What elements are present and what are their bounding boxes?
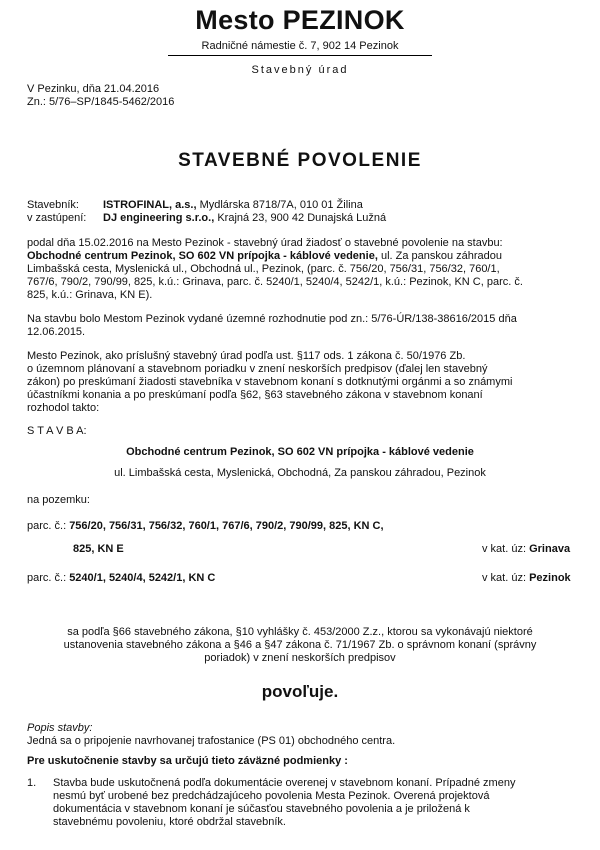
cadastral-name: Grinava [529,543,571,555]
project-name: Obchodné centrum Pezinok, SO 602 VN prípojka - káblové vedenie, [27,250,378,262]
parcels-label: na pozemku: [27,494,90,506]
builder-line [103,199,363,212]
header-divider [168,55,432,56]
description-text: Jedná sa o pripojenie navrhovanej trafostanice (PS 01) obchodného centra. [27,735,396,747]
parcel-row-2 [27,572,215,585]
office-name: Stavebný úrad [251,64,349,76]
parcel-prefix: parc. č.: [27,572,67,584]
parcel-numbers-grinava: 756/20, 756/31, 756/32, 760/1, 767/6, 790/2, 790/99, 825, KN C, [69,520,384,532]
cadastral-pezinok [482,572,571,585]
verdict: povoľuje. [261,682,339,701]
application-line-4: 767/6, 790/2, 790/99, 825, k.ú.: Grinava, parc. č. 5240/1, 5240/4, 5242/1, k.ú.: Pezinok, KN C, parc. č. [27,276,523,288]
builder-name: ISTROFINAL, a.s., [103,199,197,211]
builder-address: Mydlárska 8718/7A, 010 01 Žilina [196,199,363,211]
authority-line-4: účastníkmi konania a po preskúmaní podľa §62, §63 stavebného zákona v stavebnom konaní [27,389,483,401]
parcel-prefix: parc. č.: [27,520,67,532]
condition-1-line-4: stavebnému povoleniu, ktoré obdržal stavebník. [53,816,286,828]
application-line-5: 825, k.ú.: Grinava, KN E). [27,289,153,301]
stavba-name: Obchodné centrum Pezinok, SO 602 VN prípojka - káblové vedenie [126,446,474,458]
cadastral-label: v kat. úz: [482,572,527,584]
authority-line-5: rozhodol takto: [27,402,100,414]
date-line: V Pezinku, dňa 21.04.2016 [27,83,160,95]
reference-number: Zn.: 5/76–SP/1845-5462/2016 [27,96,175,108]
authority-line-2: o územnom plánovaní a stavebnom poriadku v znení neskorších predpisov (ďalej len stavebný [27,363,488,375]
parcel-row-1-cont: 825, KN E [73,543,124,555]
cadastral-grinava [482,543,570,556]
application-line-2 [27,250,582,263]
agent-line [103,212,386,225]
document-title: STAVEBNÉ POVOLENIE [178,150,422,171]
description-label: Popis stavby: [27,722,93,734]
conditions-heading: Pre uskutočnenie stavby sa určujú tieto záväzné podmienky : [27,755,348,767]
stavba-streets: ul. Limbašská cesta, Myslenická, Obchodná, Za panskou záhradou, Pezinok [114,467,486,479]
legal-basis-line-1: sa podľa §66 stavebného zákona, §10 vyhlášky č. 453/2000 Z.z., ktorou sa vykonávajú niektoré [67,626,533,638]
authority-line-3: zákon) po preskúmaní žiadosti stavebníka v stavebnom konaní s dotknutými orgánmi a so známymi [27,376,513,388]
legal-basis-line-3: poriadok) v znení neskorších predpisov [204,652,396,664]
stavba-label: S T A V B A: [27,425,87,437]
project-street: ul. Za panskou záhradou [377,250,503,262]
condition-1-line-2: nesmú byť urobené bez predchádzajúceho povolenia Mesta Pezinok. Overená projektová [53,790,490,802]
condition-1-line-3: dokumentácia v stavebnom konaní je súčasťou stavebného povolenia a je priložená k [53,803,470,815]
application-line-3: Limbašská cesta, Myslenická ul., Obchodná ul., Pezinok, (parc. č. 756/20, 756/31, 756/32, 760/1, [27,263,500,275]
legal-basis-line-2: ustanovenia stavebného zákona a §46 a §47 zákona č. 71/1967 Zb. o správnom konaní (správny [63,639,537,651]
zoning-line-1: Na stavbu bolo Mestom Pezinok vydané územné rozhodnutie pod zn.: 5/76-ÚR/138-38616/2015 dňa [27,313,517,325]
condition-number: 1. [27,777,37,789]
city-address: Radničné námestie č. 7, 902 14 Pezinok [201,40,399,52]
parcel-numbers-pezinok: 5240/1, 5240/4, 5242/1, KN C [69,572,216,584]
condition-1-line-1: Stavba bude uskutočnená podľa dokumentácie overenej v stavebnom konaní. Prípadné zmeny [53,777,516,789]
cadastral-name: Pezinok [529,572,571,584]
city-title: Mesto PEZINOK [195,5,405,35]
authority-line-1: Mesto Pezinok, ako príslušný stavebný úrad podľa ust. §117 ods. 1 zákona č. 50/1976 Zb. [27,350,466,362]
agent-name: DJ engineering s.r.o., [103,212,215,224]
cadastral-label: v kat. úz: [482,543,527,555]
agent-address: Krajná 23, 900 42 Dunajská Lužná [214,212,387,224]
parcel-row-1 [27,520,384,533]
builder-label: Stavebník: [27,199,79,211]
application-line-1: podal dňa 15.02.2016 na Mesto Pezinok - stavebný úrad žiadosť o stavebné povolenie na stavbu: [27,237,503,249]
zoning-line-2: 12.06.2015. [27,326,86,338]
agent-label: v zastúpení: [27,212,87,224]
